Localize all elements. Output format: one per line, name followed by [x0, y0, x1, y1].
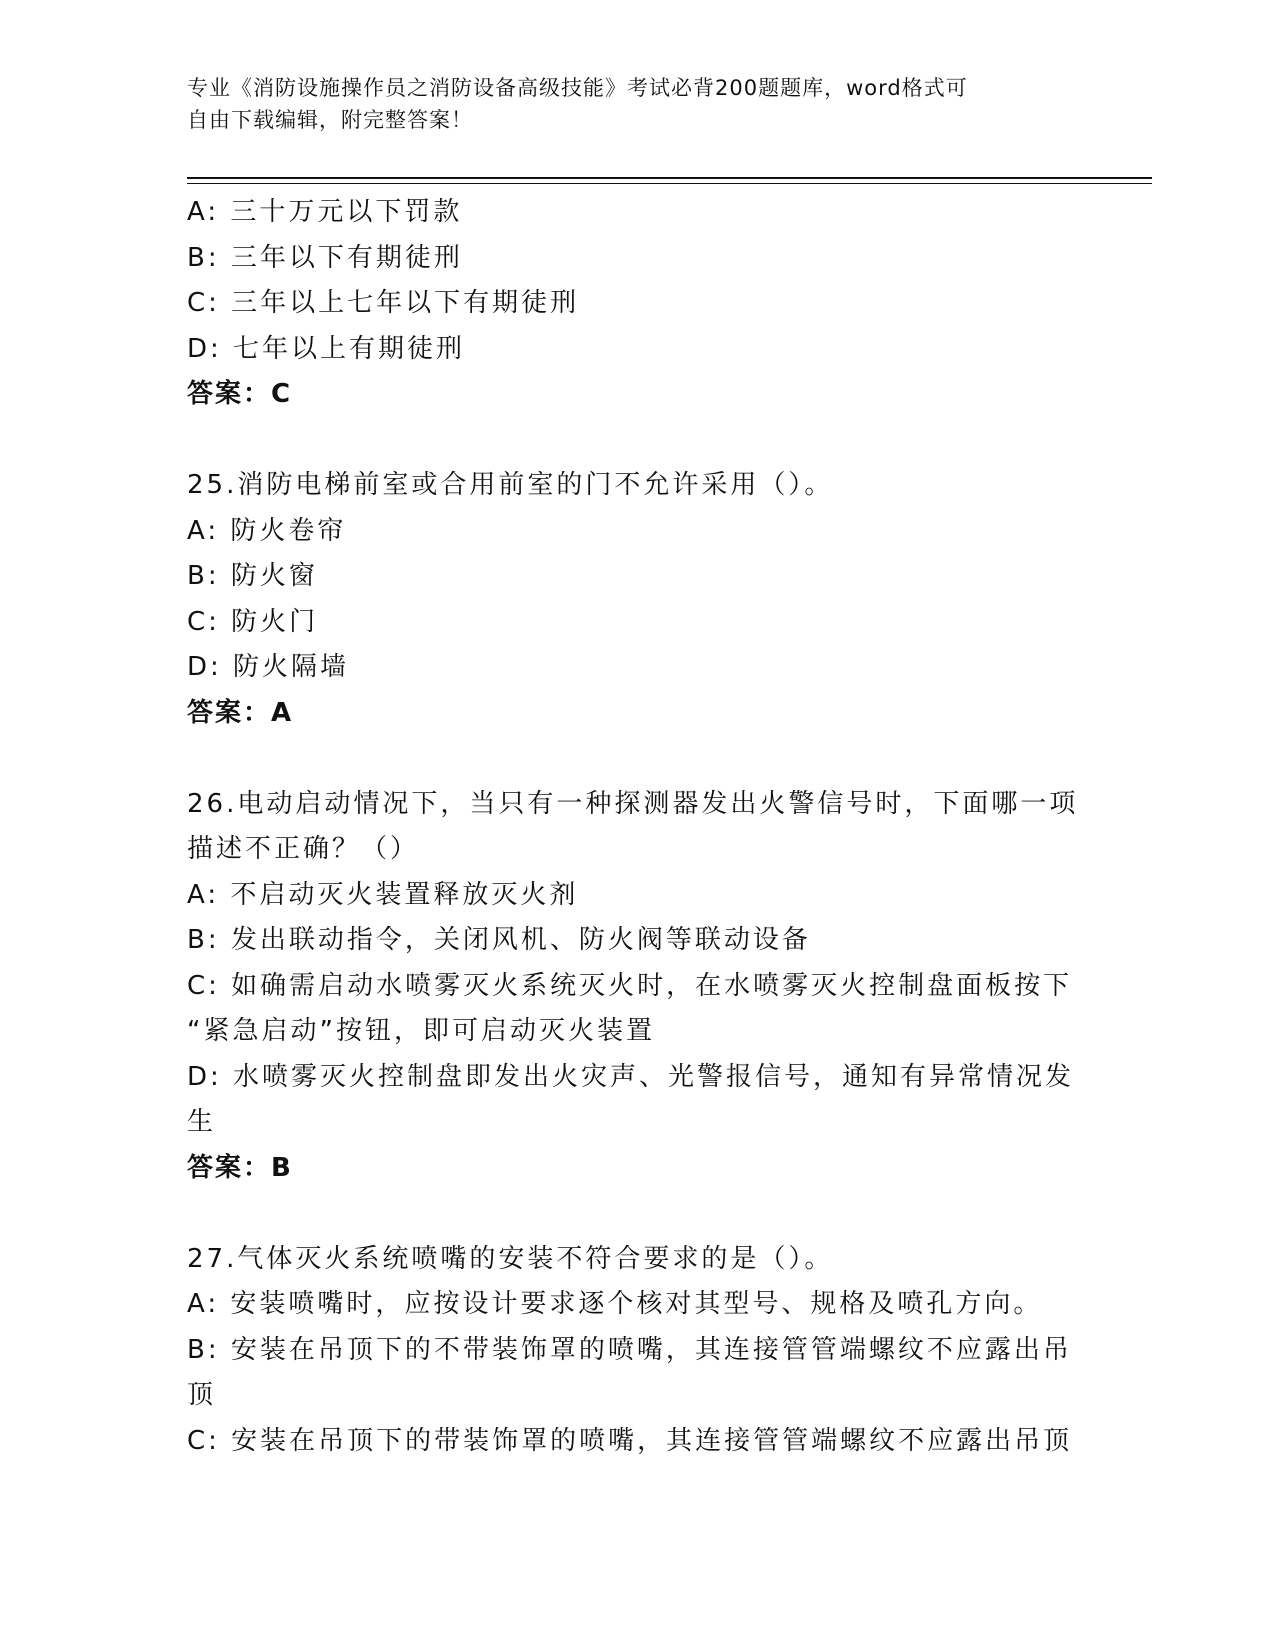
option-a: A: 不启动灭火装置释放灭火剂	[187, 879, 579, 910]
option-b: B: 三年以下有期徒刑	[187, 242, 463, 273]
option-b: B: 发出联动指令，关闭风机、防火阀等联动设备	[187, 925, 811, 955]
answer: 答案：A	[187, 697, 294, 728]
question-block-26	[187, 782, 1087, 1192]
question-block-prev	[187, 190, 1087, 418]
option-b-line-2: 顶	[187, 1380, 217, 1410]
option-a: A: 安装喷嘴时，应按设计要求逐个核对其型号、规格及喷孔方向。	[187, 1289, 1043, 1319]
option-d-line-1: D: 水喷雾灭火控制盘即发出火灾声、光警报信号，通知有异常情况发	[187, 1061, 1075, 1092]
header-line-1: 专业《消防设施操作员之消防设备高级技能》考试必背200题题库，word格式可	[187, 76, 968, 100]
question-list	[187, 190, 1087, 1464]
header-rule-thick	[187, 177, 1152, 179]
option-d: D: 七年以上有期徒刑	[187, 333, 466, 364]
option-c: C: 防火门	[187, 606, 319, 637]
question-stem: 27.气体灭火系统喷嘴的安装不符合要求的是（）。	[187, 1243, 834, 1274]
document-header	[187, 72, 1067, 136]
spacer	[187, 1191, 1087, 1237]
option-d: D: 防火隔墙	[187, 652, 350, 682]
answer: 答案：C	[187, 379, 293, 409]
question-block-27	[187, 1237, 1087, 1465]
option-d-line-2: 生	[187, 1107, 217, 1137]
question-stem-line-2: 描述不正确？（）	[187, 834, 420, 864]
spacer	[187, 418, 1087, 464]
header-rule-thin	[187, 183, 1152, 184]
option-c-line-2: “紧急启动”按钮，即可启动灭火装置	[187, 1016, 655, 1046]
question-stem-line-1: 26.电动启动情况下，当只有一种探测器发出火警信号时，下面哪一项	[187, 788, 1079, 819]
answer: 答案：B	[187, 1152, 293, 1183]
header-line-2: 自由下载编辑，附完整答案！	[187, 108, 473, 132]
option-b-line-1: B: 安装在吊顶下的不带装饰罩的喷嘴，其连接管管端螺纹不应露出吊	[187, 1334, 1072, 1365]
question-block-25	[187, 463, 1087, 736]
spacer	[187, 736, 1087, 782]
option-a: A: 防火卷帘	[187, 515, 347, 546]
option-c: C: 安装在吊顶下的带装饰罩的喷嘴，其连接管管端螺纹不应露出吊顶	[187, 1425, 1073, 1456]
option-c: C: 三年以上七年以下有期徒刑	[187, 288, 580, 318]
question-stem: 25.消防电梯前室或合用前室的门不允许采用（）。	[187, 470, 834, 500]
option-a: A: 三十万元以下罚款	[187, 197, 463, 227]
option-b: B: 防火窗	[187, 561, 318, 591]
option-c-line-1: C: 如确需启动水喷雾灭火系统灭火时，在水喷雾灭火控制盘面板按下	[187, 970, 1073, 1001]
